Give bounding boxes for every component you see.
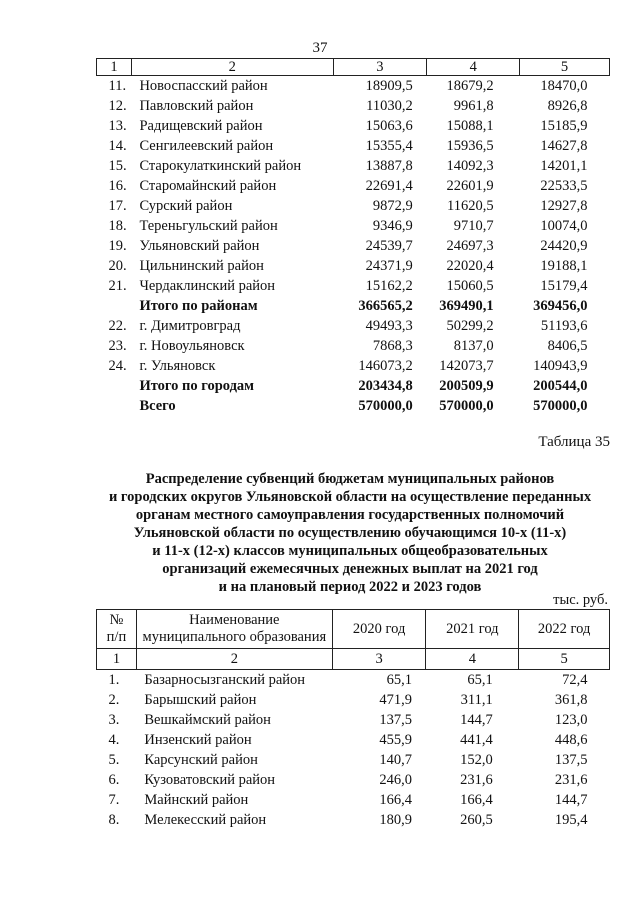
municipality-name: Новоспасский район: [139, 78, 268, 94]
value-2022: 200544,0: [533, 378, 588, 394]
municipality-name: г. Димитровград: [139, 318, 241, 334]
table-column-index-row: [97, 59, 610, 76]
row-number: 13.: [108, 118, 127, 134]
municipality-name: Павловский район: [139, 98, 254, 114]
table-continued: [96, 58, 610, 416]
table-row: [97, 690, 610, 710]
value-2020: 22691,4: [365, 178, 413, 194]
value-2022: 448,6: [554, 732, 588, 748]
value-2021: 166,4: [460, 792, 493, 808]
municipality-name: Чердаклинский район: [139, 278, 276, 294]
table-row: [97, 730, 610, 750]
value-2021: 8137,0: [453, 338, 494, 354]
table-row: [97, 176, 610, 196]
value-2020: 7868,3: [372, 338, 413, 354]
table-row: [97, 236, 610, 256]
column-index: 5: [519, 649, 610, 670]
value-2021: 22601,9: [446, 178, 494, 194]
municipality-name: Старокулаткинский район: [139, 158, 302, 174]
value-2022: 8926,8: [547, 98, 588, 114]
municipality-name: Цильнинский район: [139, 258, 264, 274]
row-number: 21.: [108, 278, 127, 294]
row-label: Итого по городам: [139, 378, 255, 394]
value-2022: 231,6: [554, 772, 588, 788]
row-number: 4.: [108, 732, 120, 748]
value-2021: 152,0: [460, 752, 493, 768]
row-number: 7.: [108, 792, 120, 808]
row-number: 19.: [108, 238, 127, 254]
value-2022: 10074,0: [540, 218, 588, 234]
row-number: 18.: [108, 218, 127, 234]
value-2022: 19188,1: [540, 258, 588, 274]
municipality-name: Базарносызганский район: [144, 672, 306, 688]
column-index: 4: [427, 59, 520, 76]
value-2021: 260,5: [460, 812, 493, 828]
row-number: 14.: [108, 138, 127, 154]
table-row: [97, 670, 610, 691]
value-2020: 15355,4: [365, 138, 413, 154]
value-2021: 231,6: [460, 772, 493, 788]
value-2022: 123,0: [554, 712, 588, 728]
value-2020: 246,0: [379, 772, 412, 788]
table-row: [97, 750, 610, 770]
header-number-line: №: [109, 612, 124, 628]
value-2020: 166,4: [379, 792, 412, 808]
table-row: [97, 336, 610, 356]
value-2020: 9872,9: [372, 198, 413, 214]
column-index: 2: [136, 649, 332, 670]
value-2022: 8406,5: [547, 338, 588, 354]
table-row: [97, 136, 610, 156]
municipality-name: г. Ульяновск: [139, 358, 216, 374]
value-2020: 18909,5: [365, 78, 413, 94]
row-number: 6.: [108, 772, 120, 788]
row-number: 1.: [108, 672, 120, 688]
municipality-name: Майнский район: [144, 792, 249, 808]
municipality-name: Вешкаймский район: [144, 712, 271, 728]
value-2020: 65,1: [386, 672, 412, 688]
value-2020: 570000,0: [358, 398, 413, 414]
row-number: 23.: [108, 338, 127, 354]
value-2021: 65,1: [467, 672, 493, 688]
value-2021: 15936,5: [446, 138, 494, 154]
municipality-name: Кузоватовский район: [144, 772, 276, 788]
row-number: 8.: [108, 812, 120, 828]
municipality-name: Радищевский район: [139, 118, 263, 134]
value-2021: 369490,1: [439, 298, 494, 314]
value-2020: 471,9: [379, 692, 412, 708]
column-index: 1: [97, 59, 132, 76]
row-number: 20.: [108, 258, 127, 274]
value-2020: 15162,2: [365, 278, 413, 294]
column-index: 3: [333, 59, 427, 76]
value-2021: 441,4: [460, 732, 493, 748]
row-number: 12.: [108, 98, 127, 114]
value-2021: 9710,7: [453, 218, 494, 234]
value-2020: 49493,3: [365, 318, 413, 334]
value-2022: 14627,8: [540, 138, 588, 154]
table-row: [97, 116, 610, 136]
row-number: 2.: [108, 692, 120, 708]
value-2022: 570000,0: [533, 398, 588, 414]
value-2021: 200509,9: [439, 378, 494, 394]
municipality-name: Тереньгульский район: [139, 218, 278, 234]
value-2020: 24371,9: [365, 258, 413, 274]
value-2020: 15063,6: [365, 118, 413, 134]
header-name-line: Наименование: [189, 612, 280, 628]
value-2022: 22533,5: [540, 178, 588, 194]
value-2020: 140,7: [379, 752, 412, 768]
value-2020: 13887,8: [365, 158, 413, 174]
value-2022: 369456,0: [533, 298, 588, 314]
table-row: [97, 216, 610, 236]
title-line: Распределение субвенций бюджетам муниципальных районов: [145, 471, 555, 487]
table-row: [97, 156, 610, 176]
column-index: 5: [520, 59, 610, 76]
value-2022: 137,5: [554, 752, 588, 768]
column-index: 1: [97, 649, 137, 670]
value-2021: 24697,3: [446, 238, 494, 254]
table-row: [97, 790, 610, 810]
value-2022: 12927,8: [540, 198, 588, 214]
value-2020: 146073,2: [358, 358, 413, 374]
value-2021: 311,1: [460, 692, 493, 708]
header-year: 2021 год: [426, 610, 519, 649]
table-row: [97, 316, 610, 336]
column-index: 3: [332, 649, 426, 670]
unit-label: тыс. руб.: [553, 592, 608, 608]
municipality-name: Сенгилеевский район: [139, 138, 274, 154]
municipality-name: г. Новоульяновск: [139, 338, 245, 354]
value-2022: 14201,1: [540, 158, 588, 174]
value-2022: 51193,6: [540, 318, 588, 334]
table-row: [97, 276, 610, 296]
table-row: [97, 96, 610, 116]
value-2021: 570000,0: [439, 398, 494, 414]
row-number: 11.: [108, 78, 127, 94]
value-2021: 9961,8: [453, 98, 494, 114]
value-2021: 14092,3: [446, 158, 494, 174]
value-2021: 11620,5: [447, 198, 494, 214]
table-row: [97, 256, 610, 276]
municipality-name: Сурский район: [139, 198, 233, 214]
value-2021: 142073,7: [439, 358, 494, 374]
city-rows: [97, 316, 610, 376]
table-row: [97, 196, 610, 216]
value-2022: 24420,9: [540, 238, 588, 254]
grand-total-row: [97, 396, 610, 416]
title-line: и на плановый период 2022 и 2023 годов: [218, 579, 482, 595]
municipality-name: Ульяновский район: [139, 238, 260, 254]
row-number: 5.: [108, 752, 120, 768]
row-number: 22.: [108, 318, 127, 334]
value-2020: 11030,2: [366, 98, 413, 114]
district-rows: [97, 670, 610, 831]
municipality-name: Карсунский район: [144, 752, 258, 768]
table-title: [80, 470, 620, 596]
value-2022: 72,4: [562, 672, 588, 688]
table-row: [97, 356, 610, 376]
row-number: 16.: [108, 178, 127, 194]
row-label: Итого по районам: [139, 298, 258, 314]
municipality-name: Инзенский район: [144, 732, 252, 748]
municipality-name: Мелекесский район: [144, 812, 267, 828]
municipality-name: Старомайнский район: [139, 178, 277, 194]
page-number: 37: [312, 40, 328, 56]
header-name-line: муниципального образования: [142, 629, 327, 645]
value-2022: 195,4: [554, 812, 588, 828]
row-number: 24.: [108, 358, 127, 374]
title-line: Ульяновской области по осуществлению обучающимся 10-х (11-х): [133, 525, 567, 541]
value-2022: 140943,9: [533, 358, 588, 374]
column-index: 4: [426, 649, 519, 670]
value-2020: 137,5: [379, 712, 412, 728]
row-number: 17.: [108, 198, 127, 214]
title-line: органам местного самоуправления государственных полномочий: [135, 507, 565, 523]
subtotal-cities-row: [97, 376, 610, 396]
value-2020: 366565,2: [358, 298, 413, 314]
value-2021: 15060,5: [446, 278, 494, 294]
municipality-name: Барышский район: [144, 692, 257, 708]
header-number: [97, 610, 137, 649]
table-caption: Таблица 35: [538, 434, 610, 450]
column-index: 2: [131, 59, 333, 76]
value-2022: 144,7: [554, 792, 588, 808]
value-2020: 9346,9: [372, 218, 413, 234]
header-year: 2022 год: [519, 610, 610, 649]
row-label: Всего: [139, 398, 176, 414]
value-2020: 203434,8: [358, 378, 413, 394]
value-2021: 22020,4: [446, 258, 494, 274]
value-2020: 180,9: [379, 812, 412, 828]
value-2022: 15185,9: [540, 118, 588, 134]
header-year: 2020 год: [332, 610, 426, 649]
value-2021: 15088,1: [446, 118, 494, 134]
table-row: [97, 76, 610, 97]
value-2022: 18470,0: [540, 78, 588, 94]
table-row: [97, 770, 610, 790]
table-header-row: [97, 610, 610, 649]
header-name: [136, 610, 332, 649]
value-2022: 361,8: [554, 692, 588, 708]
value-2021: 18679,2: [446, 78, 494, 94]
title-line: и городских округов Ульяновской области на осуществление переданных: [108, 489, 592, 505]
value-2022: 15179,4: [540, 278, 588, 294]
value-2021: 144,7: [460, 712, 493, 728]
title-line: и 11-х (12-х) классов муниципальных общеобразовательных: [152, 543, 548, 559]
row-number: 3.: [108, 712, 120, 728]
table-column-index-row: [97, 649, 610, 670]
value-2021: 50299,2: [446, 318, 494, 334]
header-number-line: п/п: [106, 629, 127, 645]
value-2020: 24539,7: [365, 238, 413, 254]
subtotal-districts-row: [97, 296, 610, 316]
row-number: 15.: [108, 158, 127, 174]
table-row: [97, 810, 610, 830]
value-2020: 455,9: [379, 732, 412, 748]
table-35: [96, 609, 610, 830]
district-rows: [97, 76, 610, 297]
table-row: [97, 710, 610, 730]
title-line: организаций ежемесячных денежных выплат на 2021 год: [162, 561, 538, 577]
